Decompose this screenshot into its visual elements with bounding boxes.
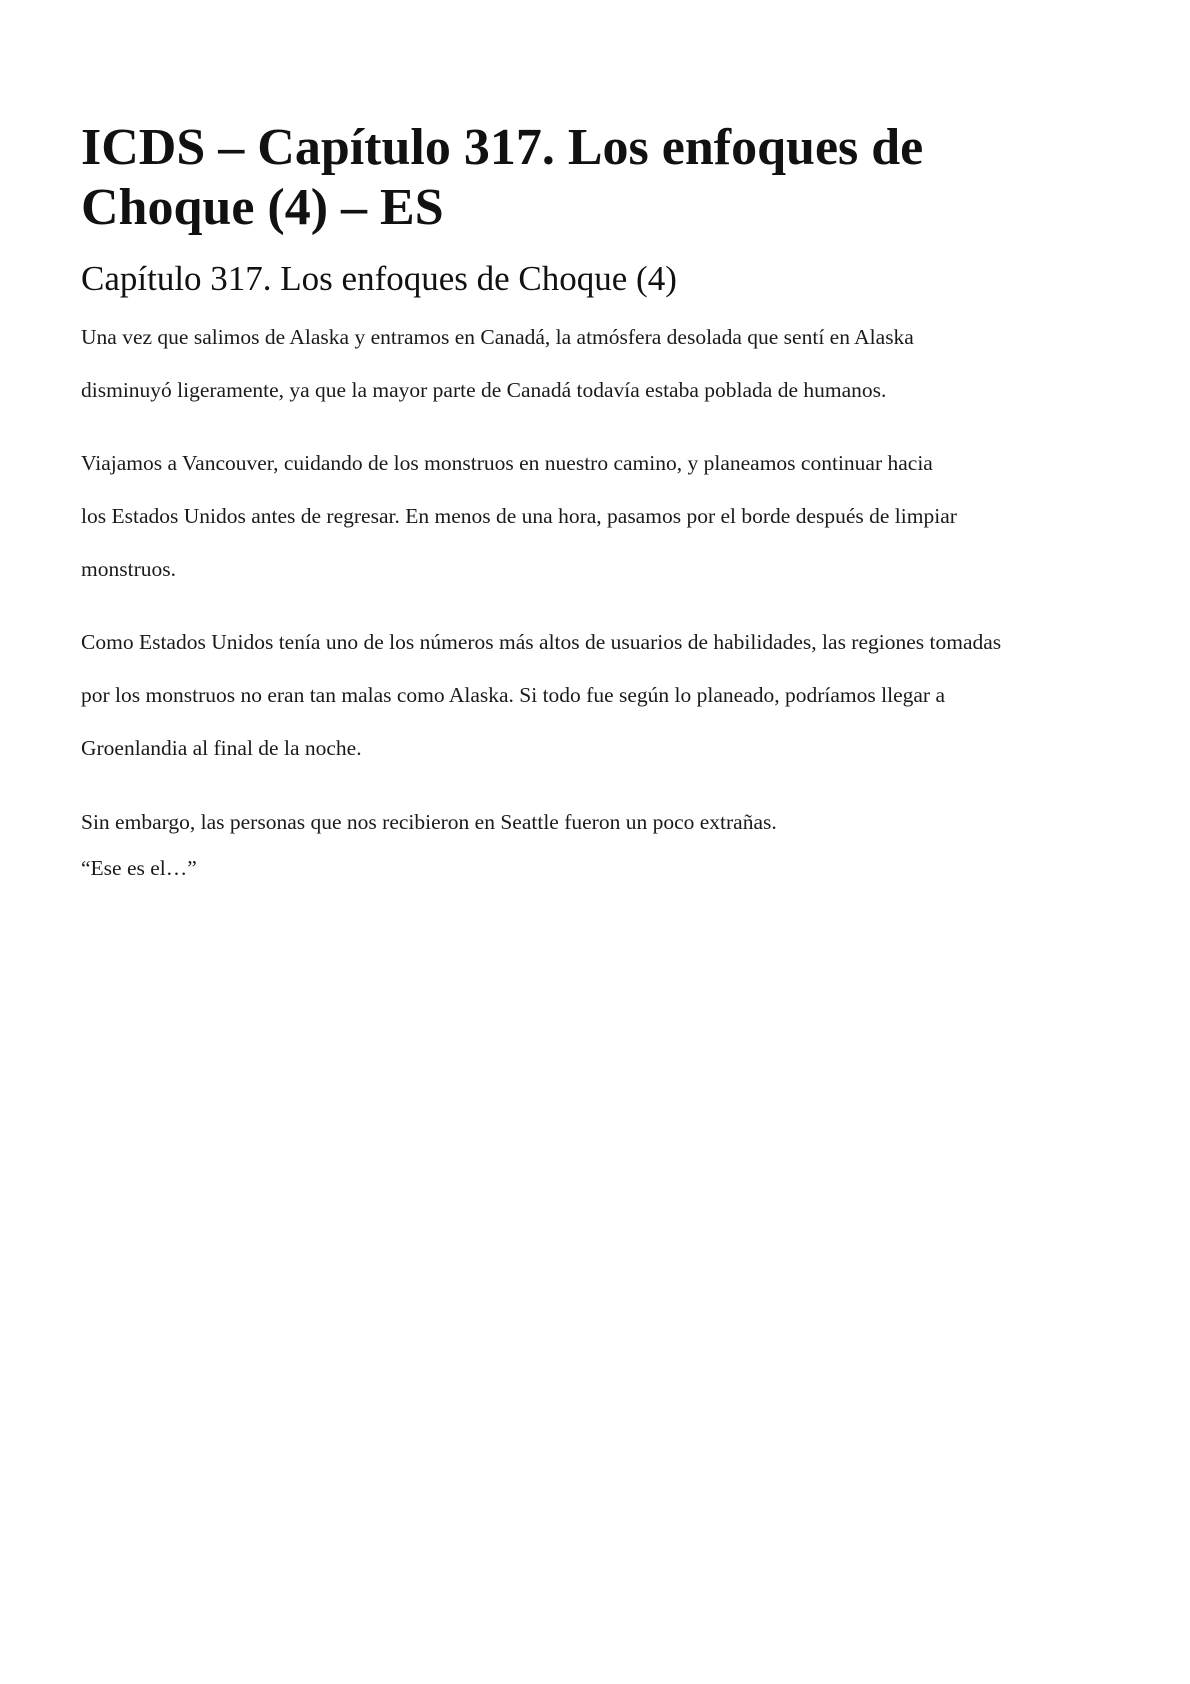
- page-content: [81, 118, 1121, 887]
- paragraph: [81, 437, 1121, 596]
- chapter-heading: Capítulo 317. Los enfoques de Choque (4): [81, 259, 677, 298]
- paragraph-line: por los monstruos no eran tan malas como Alaska. Si todo fue según lo planeado, podríamos llegar a: [81, 683, 945, 707]
- document-title-line: ICDS – Capítulo 317. Los enfoques de: [81, 119, 924, 176]
- dialogue-line: [81, 849, 1121, 887]
- paragraph: [81, 616, 1121, 775]
- paragraph-line: Sin embargo, las personas que nos recibieron en Seattle fueron un poco extrañas.: [81, 810, 777, 834]
- document-title-line: Choque (4) – ES: [81, 179, 444, 236]
- paragraph-line: Groenlandia al final de la noche.: [81, 736, 362, 760]
- paragraph-line: disminuyó ligeramente, ya que la mayor parte de Canadá todavía estaba poblada de humanos.: [81, 378, 887, 402]
- paragraph-line: Como Estados Unidos tenía uno de los números más altos de usuarios de habilidades, las regiones tomadas: [81, 630, 1002, 654]
- paragraph-line: monstruos.: [81, 557, 176, 581]
- paragraph-line: los Estados Unidos antes de regresar. En menos de una hora, pasamos por el borde después de limpiar: [81, 504, 957, 528]
- document-title: [81, 118, 1121, 238]
- paragraph-line: Una vez que salimos de Alaska y entramos en Canadá, la atmósfera desolada que sentí en Alaska: [81, 325, 914, 349]
- paragraph: [81, 311, 1121, 417]
- paragraph-line: Viajamos a Vancouver, cuidando de los monstruos en nuestro camino, y planeamos continuar hacia: [81, 451, 933, 475]
- paragraph: [81, 796, 1121, 849]
- paragraph-line: “Ese es el…”: [81, 856, 197, 880]
